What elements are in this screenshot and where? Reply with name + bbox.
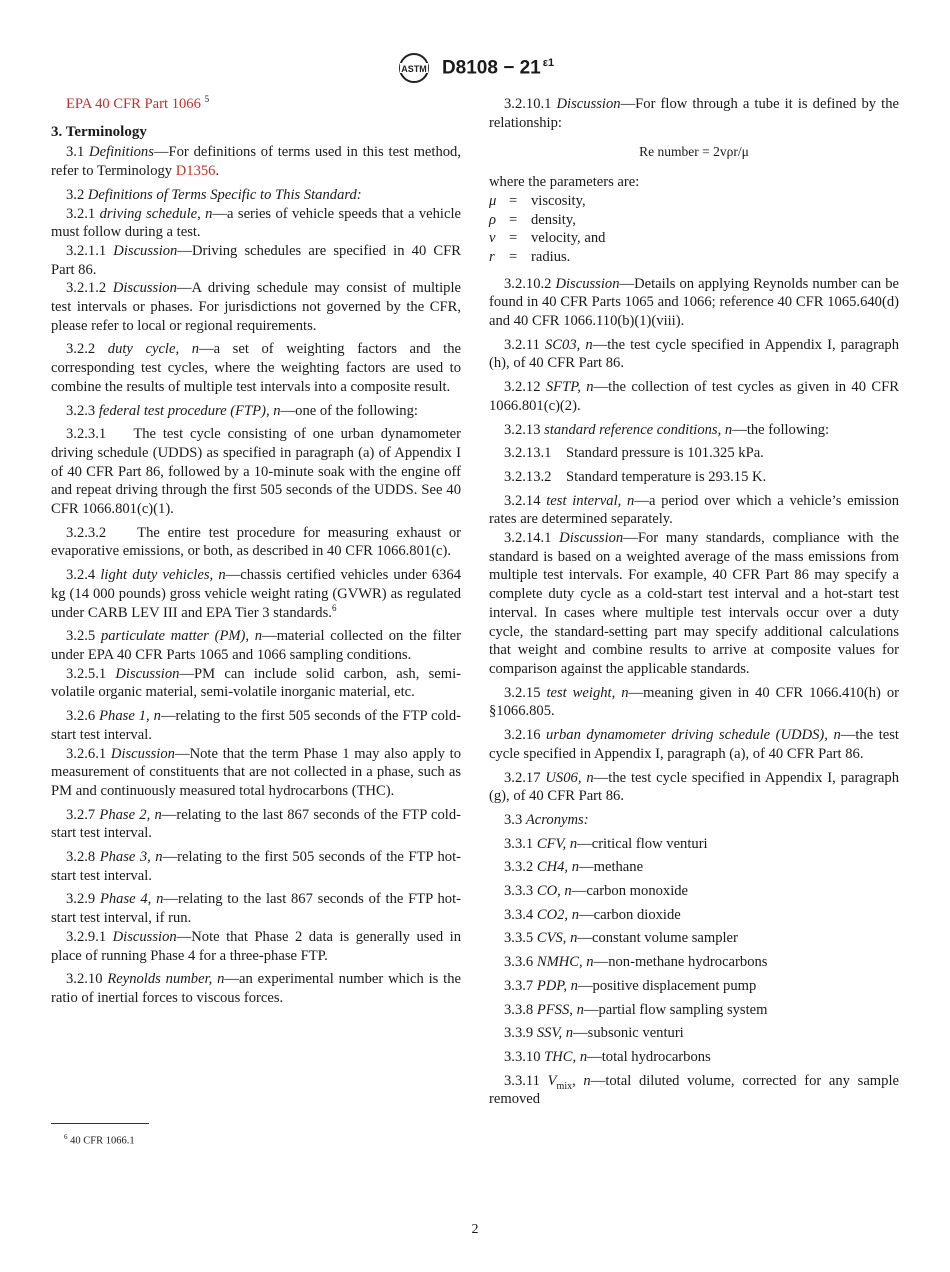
para-3-2-9: 3.2.9 Phase 4, n—relating to the last 867 seconds of the FTP hot-start test interval, if run.	[51, 891, 461, 927]
parameter-text: density,	[531, 211, 576, 228]
parameter-symbol: v	[489, 230, 496, 247]
document-id: D8108 − 21 $^{\varepsilon 1}$	[441, 56, 555, 79]
para-3-2-7: 3.2.7 Phase 2, n—relating to the last 867 seconds of the FTP cold-start test interval.	[51, 806, 461, 842]
para-3-2-10: 3.2.10 Reynolds number, n—an experimental number which is the ratio of inertial forces to viscous forces.	[51, 971, 461, 1006]
footnote-divider	[51, 1123, 149, 1124]
right-column	[489, 95, 899, 1109]
equals-sign: =	[509, 248, 518, 265]
left-column	[51, 95, 461, 1008]
parameter-symbol: ρ	[489, 211, 497, 228]
acronym-item: 3.3.6 NMHC, n—non-methane hydrocarbons	[504, 954, 768, 971]
para-3-2-5-1: 3.2.5.1 Discussion—PM can include solid carbon, ash, semi-volatile organic material, semi-volatile inorganic material, etc.	[51, 665, 462, 701]
acronym-item: 3.3.7 PDP, n—positive displacement pump	[504, 977, 757, 994]
acronym-item: 3.3.2 CH4, n—methane	[504, 859, 644, 876]
para-3-2-2: 3.2.2 duty cycle, n—a set of weighting factors and the corresponding test cycles, where the weighting factors are used to combine the results of multiple test intervals into a composite result.	[51, 341, 461, 395]
epa-reference[interactable]: EPA 40 CFR Part 1066 $^5$	[66, 94, 210, 112]
acronym-item: 3.3.1 CFV, n—critical flow venturi	[504, 835, 708, 852]
para-3-2-1-2: 3.2.1.2 Discussion—A driving schedule may consist of multiple test intervals or phases. For jurisdictions not governed by the CFR, please refer to local or regional requirements.	[51, 280, 461, 334]
para-3-2-3-1: 3.2.3.1 The test cycle consisting of one urban dynamometer driving schedule (UDDS) as specified in paragraph (a) of Appendix I of 40 CFR Part 86, followed by a 10-minute soak with the engine off and repeat driving through the first 505 seconds of the UDDS. See 40 CFR 1066.801(c)(1).	[51, 426, 461, 518]
equals-sign: =	[509, 211, 518, 228]
para-3-2-17: 3.2.17 US06, n—the test cycle specified in Appendix I, paragraph (g), of 40 CFR Part 86.	[489, 769, 900, 805]
parameter-definition	[489, 192, 899, 211]
acronym-item: 3.3.10 THC, n—total hydrocarbons	[504, 1048, 711, 1065]
para-3-2-1: 3.2.1 driving schedule, n—a series of vehicle speeds that a vehicle must follow during a test.	[51, 205, 461, 241]
para-3-2-1-1: 3.2.1.1 Discussion—Driving schedules are specified in 40 CFR Part 86.	[51, 242, 462, 278]
parameter-symbol: r	[489, 248, 495, 265]
para-3-3: 3.3 Acronyms:	[504, 811, 589, 828]
parameter-text: viscosity,	[531, 192, 586, 209]
para-3-2-5: 3.2.5 particulate matter (PM), n—material collected on the filter under EPA 40 CFR Parts 1065 and 1066 sampling conditions.	[51, 628, 461, 663]
para-3-2-15: 3.2.15 test weight, n—meaning given in 40 CFR 1066.410(h) or §1066.805.	[489, 684, 899, 720]
terminology-link[interactable]: D1356	[175, 163, 216, 180]
para-3-1: 3.1 Definitions—For definitions of terms used in this test method, refer to Terminology D1356.	[51, 144, 462, 180]
astm-logo-icon	[396, 52, 432, 84]
parameter-symbol: μ	[489, 192, 497, 209]
para-3-2-11: 3.2.11 SC03, n—the test cycle specified in Appendix I, paragraph (h), of 40 CFR Part 86.	[489, 336, 900, 372]
para-3-2-3: 3.2.3 federal test procedure (FTP), n—one of the following:	[66, 402, 418, 419]
parameter-text: radius.	[531, 248, 571, 265]
acronym-item: 3.3.4 CO2, n—carbon dioxide	[504, 906, 681, 923]
page-number: 2	[471, 1222, 479, 1237]
parameter-text: velocity, and	[531, 230, 606, 247]
para-3-2-3-2: 3.2.3.2 The entire test procedure for measuring exhaust or evaporative emissions, or both, as described in 40 CFR 1066.801(c).	[51, 524, 461, 560]
para-3-2-12: 3.2.12 SFTP, n—the collection of test cycles as given in 40 CFR 1066.801(c)(2).	[489, 379, 899, 414]
section-heading-terminology: 3. Terminology	[51, 123, 147, 140]
acronym-item: 3.3.8 PFSS, n—partial flow sampling system	[504, 1001, 768, 1018]
para-3-3-11: 3.3.11 $V_{mix}$, n—total diluted volume, corrected for any sample removed	[489, 1072, 899, 1108]
para-3-2-14: 3.2.14 test interval, n—a period over which a vehicle’s emission rates are determined separately.	[489, 492, 900, 528]
parameter-definition	[489, 211, 899, 230]
para-3-2-4: 3.2.4 light duty vehicles, n—chassis certified vehicles under 6364 kg (14 000 pounds) gross vehicle weight rating (GVWR) as regulated under CARB LEV III and EPA Tier 3 standards.$^6$	[51, 567, 461, 621]
reynolds-equation: Re number = 2vρr/μ	[639, 144, 749, 160]
para-3-2-13: 3.2.13 standard reference conditions, n—the following:	[504, 421, 830, 438]
equals-sign: =	[509, 192, 518, 209]
para-3-2-10-1: 3.2.10.1 Discussion—For flow through a tube it is defined by the relationship:	[489, 96, 899, 131]
svg-text:ASTM: ASTM	[401, 64, 427, 74]
para-3-2: 3.2 Definitions of Terms Specific to This Standard:	[66, 186, 362, 203]
para-3-2-14-1: 3.2.14.1 Discussion—For many standards, compliance with the standard is based on a weighted average of the mass emissions from multiple test intervals. For example, 40 CFR Part 86 may specify a complete duty cycle as a cold-start test interval and a hot-start test interval. In cases where multiple test intervals occur over a duty cycle, the standard-setting part may specify additional calculations that weight and combine results to arrive at composite values for comparison against the applicable standards.	[489, 530, 899, 677]
parameter-definition	[489, 248, 899, 267]
para-3-2-6: 3.2.6 Phase 1, n—relating to the first 505 seconds of the FTP cold-start test interval.	[51, 708, 461, 743]
acronym-item: 3.3.3 CO, n—carbon monoxide	[504, 883, 689, 900]
acronym-item: 3.3.9 SSV, n—subsonic venturi	[504, 1025, 684, 1042]
acronym-item: 3.3.5 CVS, n—constant volume sampler	[504, 930, 738, 947]
para-3-2-16: 3.2.16 urban dynamometer driving schedule (UDDS), n—the test cycle specified in Appendix I, paragraph (a), of 40 CFR Part 86.	[489, 727, 899, 762]
para-3-2-8: 3.2.8 Phase 3, n—relating to the first 505 seconds of the FTP hot-start test interval.	[51, 849, 461, 884]
para-3-2-13-1: 3.2.13.1 Standard pressure is 101.325 kPa.	[504, 445, 764, 462]
page-header	[0, 52, 950, 86]
acronym-list	[489, 835, 899, 1067]
para-3-2-9-1: 3.2.9.1 Discussion—Note that Phase 2 data is generally used in place of running Phase 4 for a three-phase FTP.	[51, 928, 462, 964]
equals-sign: =	[509, 230, 518, 247]
para-3-2-6-1: 3.2.6.1 Discussion—Note that the term Phase 1 may also apply to measurement of constituents that are not collected in a phase, such as PM and continuously measured total hydrocarbons (THC).	[51, 745, 462, 799]
parameter-definitions	[489, 192, 899, 267]
parameter-definition	[489, 229, 899, 248]
footnote: $^6$ 40 CFR 1066.1	[64, 1133, 135, 1147]
where-label: where the parameters are:	[489, 174, 640, 191]
para-3-2-13-2: 3.2.13.2 Standard temperature is 293.15 K.	[504, 468, 767, 485]
para-3-2-10-2: 3.2.10.2 Discussion—Details on applying Reynolds number can be found in 40 CFR Parts 1065 and 1066; reference 40 CFR 1065.640(d) and 40 CFR 1066.110(b)(1)(viii).	[489, 275, 899, 330]
